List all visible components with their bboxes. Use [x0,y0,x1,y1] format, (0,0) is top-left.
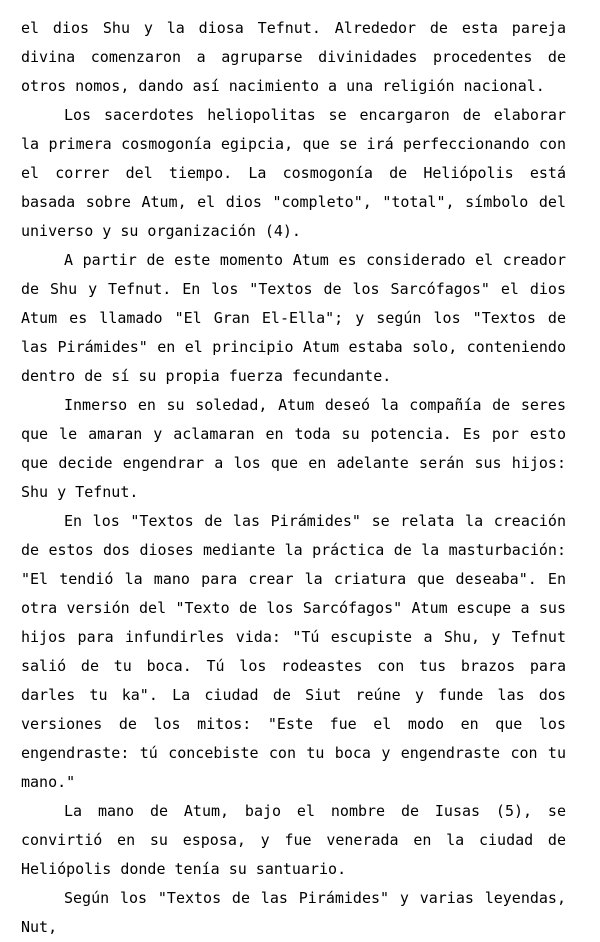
paragraph-5: En los "Textos de las Pirámides" se relata la creación de estos dos dioses mediante la práctica de la masturbación: "El tendió la mano para crear la criatura que deseaba". En otra versión del "Texto de los Sarcófagos" Atum escupe a sus hijos para infundirles vida: "Tú escupiste a Shu, y Tefnut salió de tu boca. Tú los rodeastes con tus brazos para darles tu ka". La ciudad de Siut reúne y funde las dos versiones de los mitos: "Este fue el modo en que los engendraste: tú concebiste con tu boca y engendraste con tu mano." [21,512,566,791]
paragraph-6: La mano de Atum, bajo el nombre de Iusas (5), se convirtió en su esposa, y fue venerada en la ciudad de Heliópolis donde tenía su santuario. [21,802,566,878]
paragraph-3: A partir de este momento Atum es considerado el creador de Shu y Tefnut. En los "Textos de los Sarcófagos" el dios Atum es llamado "El Gran El-Ella"; y según los "Textos de las Pirámides" en el principio Atum estaba solo, conteniendo dentro de sí su propia fuerza fecundante. [21,251,566,385]
paragraph-4: Inmerso en su soledad, Atum deseó la compañía de seres que le amaran y aclamaran en toda su potencia. Es por esto que decide engendrar a los que en adelante serán sus hijos: Shu y Tefnut. [21,396,566,501]
paragraph-7: Según los "Textos de las Pirámides" y varias leyendas, Nut, [21,889,566,936]
paragraph-2: Los sacerdotes heliopolitas se encargaron de elaborar la primera cosmogonía egipcia, que se irá perfeccionando con el correr del tiempo. La cosmogonía de Heliópolis está basada sobre Atum, el dios "completo", "total", símbolo del universo y su organización (4). [21,106,566,240]
document-page [21,14,566,942]
paragraph-1: el dios Shu y la diosa Tefnut. Alrededor de esta pareja divina comenzaron a agruparse divinidades procedentes de otros nomos, dando así nacimiento a una religión nacional. [21,19,566,95]
